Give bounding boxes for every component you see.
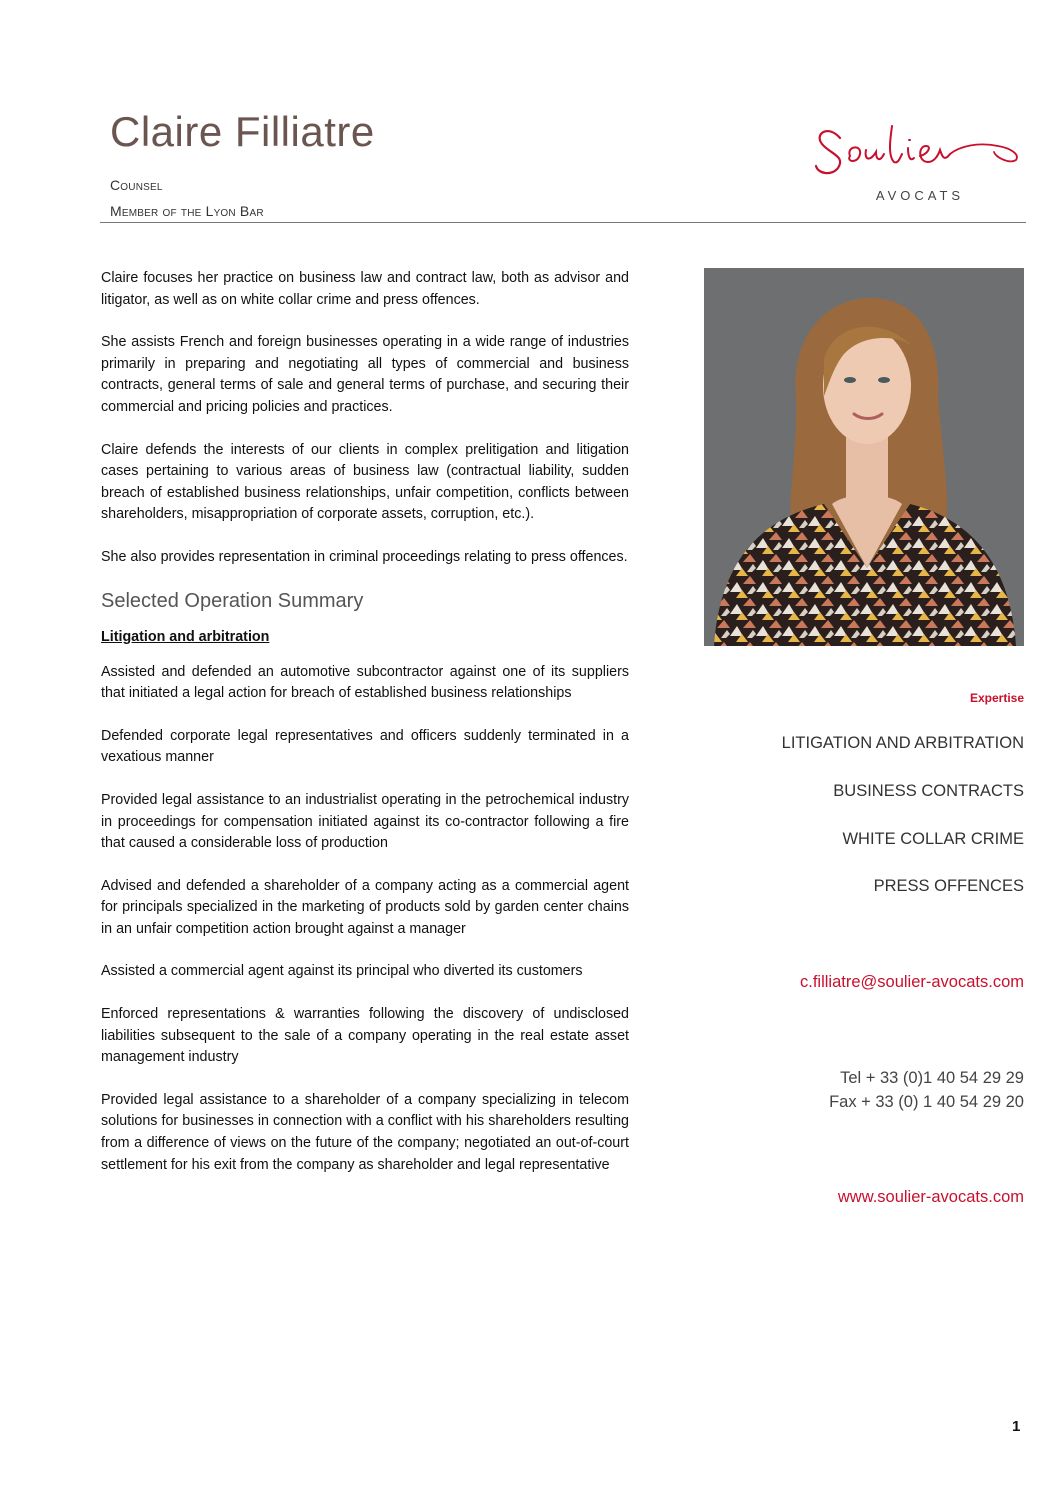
main-column (101, 268, 629, 1197)
operations-heading: Selected Operation Summary (101, 589, 364, 612)
bio-paragraph: Claire defends the interests of our clients in complex prelitigation and litigation cases pertaining to various areas of business law (contractual liability, sudden breach of established business relationships, unfair competition, conflicts between shareholders, misappropriation of corporate assets, corruption, etc.). (101, 441, 629, 523)
person-name: Claire Filliatre (110, 108, 375, 155)
bio-paragraph: She also provides representation in criminal proceedings relating to press offences. (101, 548, 628, 565)
operation-item: Defended corporate legal representatives and officers suddenly terminated in a vexatious manner (101, 727, 629, 766)
email-link[interactable]: c.filliatre@soulier-avocats.com (800, 973, 1024, 991)
soulier-logo-script (810, 116, 1030, 186)
expertise-item: LITIGATION AND ARBITRATION (781, 734, 1024, 752)
website-link[interactable]: www.soulier-avocats.com (837, 1188, 1024, 1206)
phone-number: Tel + 33 (0)1 40 54 29 29 (840, 1069, 1024, 1087)
job-title: Counsel (110, 177, 163, 193)
operation-item: Enforced representations & warranties following the discovery of undisclosed liabilities subsequent to the sale of a company operating in the real estate asset management industry (101, 1006, 629, 1066)
operation-item: Assisted and defended an automotive subcontractor against one of its suppliers that initiated a legal action for breach of established business relationships (101, 663, 629, 702)
logo-subtitle: AVOCATS (875, 188, 965, 203)
expertise-label: Expertise (969, 691, 1024, 705)
header-divider (100, 222, 1026, 223)
bio-paragraph: Claire focuses her practice on business law and contract law, both as advisor and litigator, as well as on white collar crime and press offences. (101, 270, 629, 308)
portrait-photo (704, 268, 1024, 646)
operation-item: Provided legal assistance to an industrialist operating in the petrochemical industry in proceedings for compensation initiated against its co-contractor following a fire that caused a considerable loss of production (101, 791, 629, 852)
operation-item: Provided legal assistance to a shareholder of a company specializing in telecom solutions for businesses in connection with a conflict with his shareholders resulting from a difference of views on the future of the company; negotiated an out-of-court settlement for his exit from the company as shareholder and legal representative (101, 1091, 629, 1173)
expertise-item: WHITE COLLAR CRIME (842, 830, 1024, 848)
bar-membership: Member of the Lyon Bar (110, 203, 264, 219)
fax-number: Fax + 33 (0) 1 40 54 29 20 (829, 1093, 1024, 1111)
soulier-logo (810, 116, 1030, 208)
operation-item: Advised and defended a shareholder of a company acting as a commercial agent for principals specialized in the marketing of products sold by garden center chains in an unfair competition action brought against a manager (101, 877, 629, 937)
operations-subheading: Litigation and arbitration (101, 628, 270, 645)
bio-paragraph: She assists French and foreign businesses operating in a wide range of industries primarily in preparing and negotiating all types of commercial and business contracts, general terms of sale and general terms of purchase, and securing their commercial and pricing policies and practices. (101, 334, 629, 415)
expertise-item: PRESS OFFENCES (873, 877, 1024, 895)
operation-item: Assisted a commercial agent against its principal who diverted its customers (101, 963, 583, 980)
expertise-item: BUSINESS CONTRACTS (833, 782, 1024, 800)
page-number: 1 (1012, 1418, 1021, 1435)
